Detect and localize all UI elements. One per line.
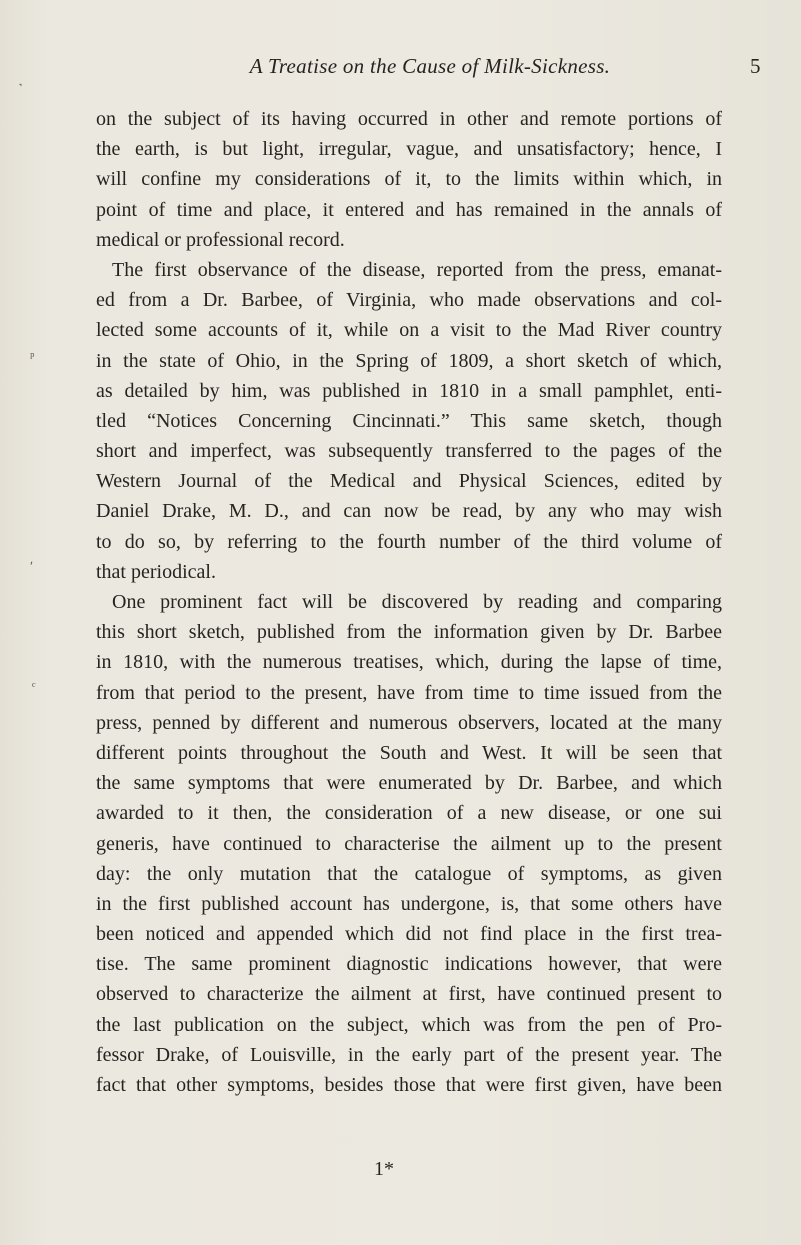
text-line: as detailed by him, was published in 1810 in a small pamphlet, enti- [96, 379, 722, 402]
text-line: in the first published account has undergone, is, that some others have [96, 892, 722, 915]
text-line: awarded to it then, the consideration of a new disease, or one sui [96, 802, 722, 825]
text-line: day: the only mutation that the catalogue of symptoms, as given [96, 862, 722, 885]
text-line: observed to characterize the ailment at first, have continued present to [96, 983, 722, 1006]
text-line: to do so, by referring to the fourth number of the third volume of [96, 530, 722, 553]
margin-speck: ʹ [30, 560, 34, 575]
text-line: in 1810, with the numerous treatises, which, during the lapse of time, [96, 651, 722, 674]
text-line: from that period to the present, have from time to time issued from the [96, 681, 722, 704]
text-line: short and imperfect, was subsequently transferred to the pages of the [96, 440, 722, 463]
text-line: fact that other symptoms, besides those that were first given, have been [96, 1074, 722, 1096]
text-line: medical or professional record. [96, 228, 345, 251]
text-line: the earth, is but light, irregular, vague, and unsatisfactory; hence, I [96, 138, 722, 161]
signature-mark: 1* [374, 1158, 394, 1180]
text-line: will confine my considerations of it, to the limits within which, in [96, 168, 722, 191]
text-line: the last publication on the subject, which was from the pen of Pro- [96, 1013, 722, 1036]
text-line: generis, have continued to characterise the ailment up to the present [96, 832, 722, 855]
text-line: been noticed and appended which did not find place in the first trea- [96, 923, 722, 946]
text-line: the same symptoms that were enumerated by Dr. Barbee, and which [96, 772, 722, 795]
page-number: 5 [750, 54, 761, 78]
margin-speck: ˺ [18, 82, 23, 97]
text-line: point of time and place, it entered and has remained in the annals of [96, 198, 722, 221]
text-line: that periodical. [96, 560, 216, 583]
text-line: tled “Notices Concerning Cincinnati.” This same sketch, though [96, 409, 722, 432]
text-line: tise. The same prominent diagnostic indications however, that were [96, 953, 722, 976]
text-line: on the subject of its having occurred in other and remote portions of [96, 108, 722, 130]
margin-speck: ᵖ [30, 350, 35, 365]
text-line: fessor Drake, of Louisville, in the early part of the present year. The [96, 1043, 722, 1066]
text-line: different points throughout the South and West. It will be seen that [96, 741, 722, 764]
text-line: Daniel Drake, M. D., and can now be read, by any who may wish [96, 500, 722, 523]
running-title: A Treatise on the Cause of Milk-Sickness. [249, 54, 611, 78]
text-line: The first observance of the disease, reported from the press, emanat- [112, 258, 722, 281]
text-line: lected some accounts of it, while on a visit to the Mad River country [96, 319, 722, 342]
text-line: this short sketch, published from the information given by Dr. Barbee [96, 621, 722, 644]
text-line: One prominent fact will be discovered by reading and comparing [112, 591, 722, 613]
text-line: in the state of Ohio, in the Spring of 1809, a short sketch of which, [96, 349, 722, 372]
text-line: ed from a Dr. Barbee, of Virginia, who made observations and col- [96, 289, 722, 312]
text-line: Western Journal of the Medical and Physical Sciences, edited by [96, 470, 722, 493]
margin-speck: ᶜ [32, 680, 36, 695]
text-line: press, penned by different and numerous observers, located at the many [96, 711, 722, 734]
body-text [96, 104, 722, 1100]
